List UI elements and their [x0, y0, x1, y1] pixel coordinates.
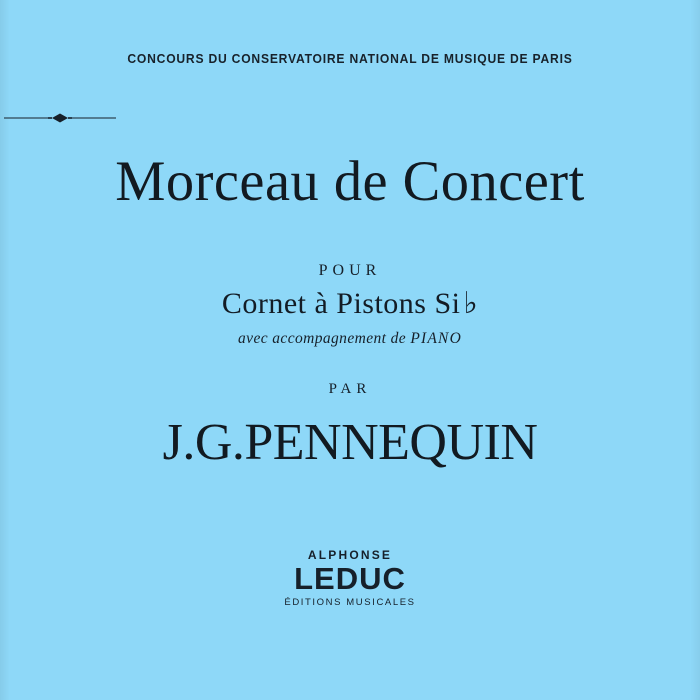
page-title: Morceau de Concert	[115, 150, 585, 213]
publisher-first-name: ALPHONSE	[307, 548, 393, 562]
publisher-name: LEDUC	[294, 561, 406, 596]
composer-name: J.G.PENNEQUIN	[162, 414, 538, 471]
instrument-name: Cornet à Pistons Si	[221, 287, 461, 320]
par-label: PAR	[328, 381, 372, 397]
accompaniment-line	[0, 330, 700, 348]
accompaniment-prefix: avec accompagnement de	[238, 330, 411, 347]
accompaniment-instrument: PIANO	[410, 330, 462, 347]
decorative-divider-icon	[0, 112, 120, 128]
pour-label: POUR	[318, 262, 382, 279]
contest-line: CONCOURS DU CONSERVATOIRE NATIONAL DE MUSIQUE DE PARIS	[127, 52, 573, 66]
publisher-block	[0, 548, 700, 608]
instrument-line	[0, 286, 700, 321]
flat-symbol-icon: ♭	[463, 286, 479, 321]
publisher-subtitle: ÉDITIONS MUSICALES	[284, 597, 416, 608]
